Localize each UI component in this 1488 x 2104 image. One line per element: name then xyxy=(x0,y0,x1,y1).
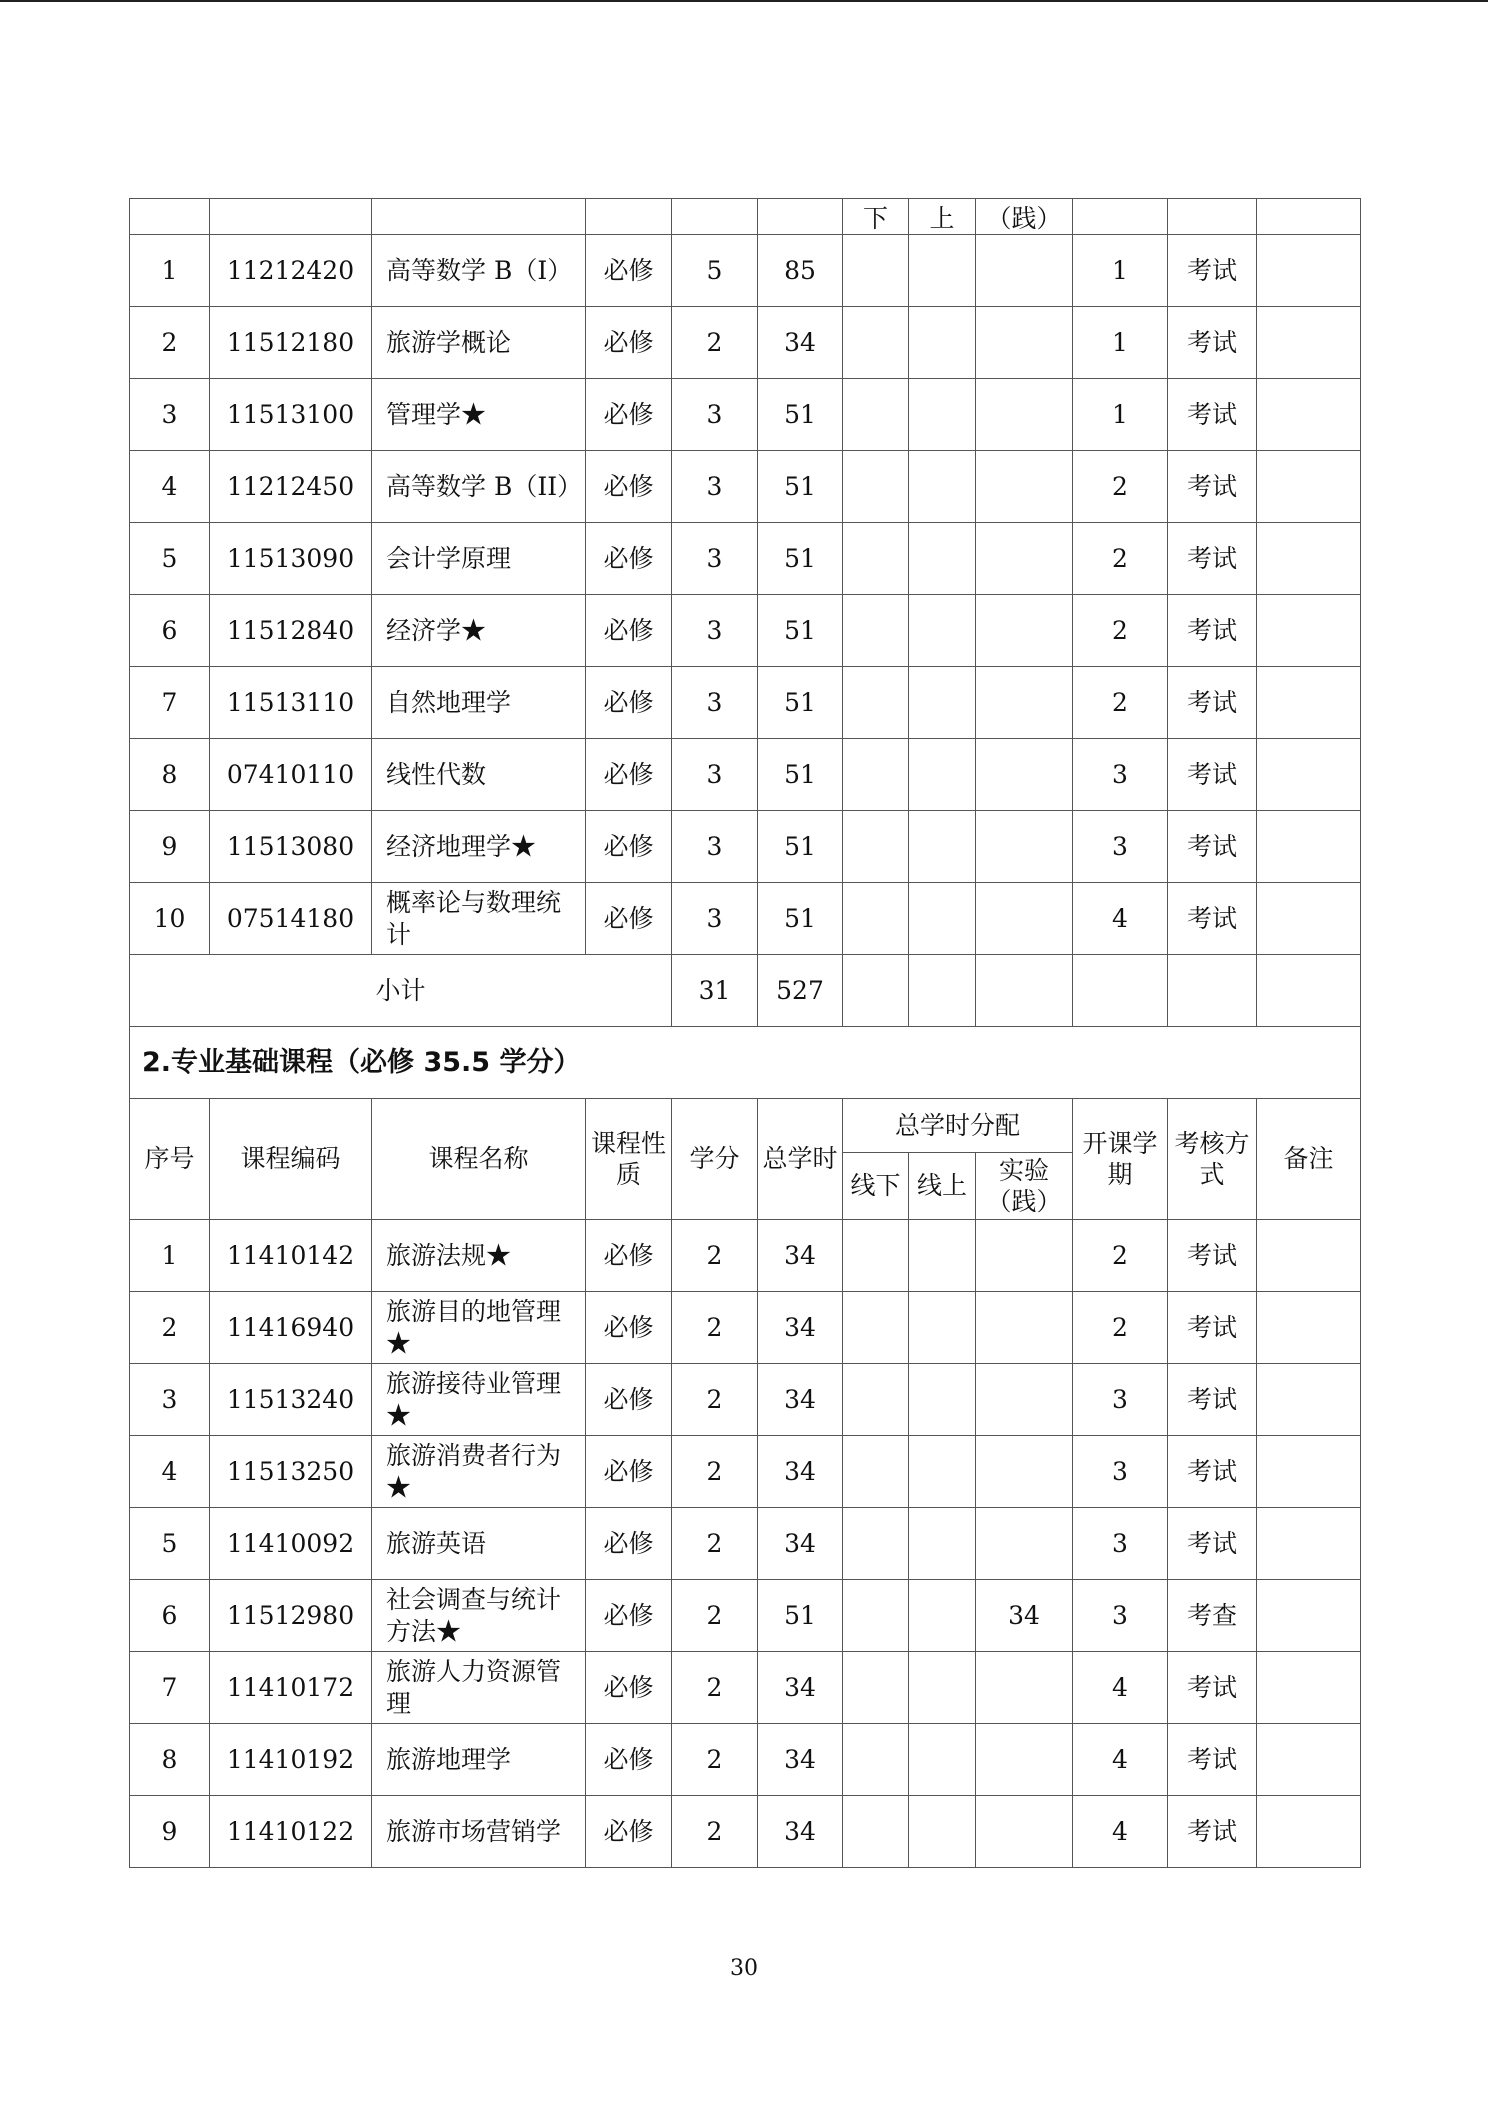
cell-total-hours: 51 xyxy=(758,667,843,739)
cell-total-hours: 34 xyxy=(758,1796,843,1868)
cell-total-hours: 34 xyxy=(758,1364,843,1436)
cell-remarks xyxy=(1257,523,1361,595)
cell-nature: 必修 xyxy=(586,1796,672,1868)
cell-assessment: 考试 xyxy=(1168,667,1257,739)
table-row xyxy=(130,811,1361,883)
cell-offline xyxy=(843,667,909,739)
page-number: 30 xyxy=(730,1956,758,1981)
cell-nature: 必修 xyxy=(586,595,672,667)
cell-offline xyxy=(843,1796,909,1868)
table-row xyxy=(130,1652,1361,1724)
table-row xyxy=(130,1796,1361,1868)
cell-code: 07514180 xyxy=(210,883,372,955)
cell-practice xyxy=(976,307,1073,379)
cell-offline xyxy=(843,1292,909,1364)
cell-practice xyxy=(976,1364,1073,1436)
cell-offline xyxy=(843,451,909,523)
cell-nature: 必修 xyxy=(586,811,672,883)
cell-credits: 3 xyxy=(672,811,758,883)
cell-total-hours: 34 xyxy=(758,1652,843,1724)
cell-remarks xyxy=(1257,883,1361,955)
cell-assessment: 考试 xyxy=(1168,739,1257,811)
cell-assessment: 考试 xyxy=(1168,1508,1257,1580)
cell-name: 会计学原理 xyxy=(372,523,586,595)
cell-offline xyxy=(843,739,909,811)
cell-practice xyxy=(976,1436,1073,1508)
cell-name: 社会调查与统计方法★ xyxy=(372,1580,586,1652)
cell-code: 11410122 xyxy=(210,1796,372,1868)
subtotal-empty-cell xyxy=(1257,955,1361,1027)
cell-online xyxy=(909,1292,976,1364)
cell-name: 经济学★ xyxy=(372,595,586,667)
cell-code: 11513250 xyxy=(210,1436,372,1508)
continued-header-fragment xyxy=(130,199,1361,235)
cell-code: 11410092 xyxy=(210,1508,372,1580)
cell-nature: 必修 xyxy=(586,379,672,451)
cell-online xyxy=(909,235,976,307)
subtotal-empty-cell xyxy=(843,955,909,1027)
cell-online xyxy=(909,307,976,379)
cell-name: 概率论与数理统计 xyxy=(372,883,586,955)
table-row xyxy=(130,1436,1361,1508)
table-row xyxy=(130,739,1361,811)
cell-seq: 4 xyxy=(130,451,210,523)
fragment-cell xyxy=(1257,199,1361,235)
fragment-cell xyxy=(372,199,586,235)
subtotal-empty-cell xyxy=(1168,955,1257,1027)
cell-remarks xyxy=(1257,1364,1361,1436)
cell-seq: 3 xyxy=(130,379,210,451)
cell-online xyxy=(909,883,976,955)
subtotal-label: 小计 xyxy=(130,955,672,1027)
cell-name: 旅游法规★ xyxy=(372,1220,586,1292)
cell-remarks xyxy=(1257,379,1361,451)
table-row xyxy=(130,1220,1361,1292)
cell-total-hours: 51 xyxy=(758,739,843,811)
cell-remarks xyxy=(1257,1580,1361,1652)
header-total-hours: 总学时 xyxy=(758,1099,843,1220)
fragment-cell xyxy=(1073,199,1168,235)
cell-semester: 4 xyxy=(1073,1652,1168,1724)
cell-nature: 必修 xyxy=(586,883,672,955)
cell-credits: 3 xyxy=(672,523,758,595)
header-offline: 线下 xyxy=(843,1153,909,1220)
cell-assessment: 考查 xyxy=(1168,1580,1257,1652)
cell-assessment: 考试 xyxy=(1168,883,1257,955)
cell-seq: 5 xyxy=(130,523,210,595)
cell-seq: 8 xyxy=(130,1724,210,1796)
cell-offline xyxy=(843,811,909,883)
cell-practice xyxy=(976,451,1073,523)
cell-offline xyxy=(843,307,909,379)
cell-semester: 3 xyxy=(1073,1436,1168,1508)
cell-online xyxy=(909,667,976,739)
cell-online xyxy=(909,1508,976,1580)
cell-assessment: 考试 xyxy=(1168,523,1257,595)
cell-practice xyxy=(976,1796,1073,1868)
cell-semester: 1 xyxy=(1073,307,1168,379)
table-row xyxy=(130,1580,1361,1652)
cell-semester: 2 xyxy=(1073,667,1168,739)
cell-credits: 3 xyxy=(672,379,758,451)
cell-name: 旅游学概论 xyxy=(372,307,586,379)
cell-credits: 2 xyxy=(672,1436,758,1508)
cell-code: 11212420 xyxy=(210,235,372,307)
cell-total-hours: 51 xyxy=(758,883,843,955)
header-distribution: 总学时分配 xyxy=(843,1099,1073,1153)
cell-assessment: 考试 xyxy=(1168,1724,1257,1796)
cell-semester: 3 xyxy=(1073,1364,1168,1436)
subtotal-hours: 527 xyxy=(758,955,843,1027)
cell-practice xyxy=(976,1724,1073,1796)
cell-nature: 必修 xyxy=(586,451,672,523)
cell-name: 高等数学 B（II） xyxy=(372,451,586,523)
cell-nature: 必修 xyxy=(586,235,672,307)
cell-semester: 4 xyxy=(1073,1724,1168,1796)
table-row xyxy=(130,451,1361,523)
cell-credits: 2 xyxy=(672,1508,758,1580)
cell-credits: 3 xyxy=(672,883,758,955)
cell-seq: 2 xyxy=(130,307,210,379)
cell-offline xyxy=(843,379,909,451)
cell-offline xyxy=(843,1220,909,1292)
cell-total-hours: 34 xyxy=(758,307,843,379)
cell-practice xyxy=(976,595,1073,667)
cell-offline xyxy=(843,1724,909,1796)
course-table-body xyxy=(130,199,1361,1868)
cell-assessment: 考试 xyxy=(1168,811,1257,883)
cell-name: 经济地理学★ xyxy=(372,811,586,883)
cell-name: 旅游消费者行为★ xyxy=(372,1436,586,1508)
cell-seq: 9 xyxy=(130,1796,210,1868)
cell-credits: 3 xyxy=(672,595,758,667)
cell-seq: 4 xyxy=(130,1436,210,1508)
cell-name: 旅游人力资源管理 xyxy=(372,1652,586,1724)
cell-total-hours: 51 xyxy=(758,451,843,523)
cell-semester: 2 xyxy=(1073,595,1168,667)
cell-credits: 2 xyxy=(672,1220,758,1292)
cell-nature: 必修 xyxy=(586,1580,672,1652)
cell-total-hours: 34 xyxy=(758,1724,843,1796)
header-row xyxy=(130,1099,1361,1153)
cell-remarks xyxy=(1257,1652,1361,1724)
cell-online xyxy=(909,1436,976,1508)
cell-remarks xyxy=(1257,1220,1361,1292)
cell-practice xyxy=(976,667,1073,739)
cell-nature: 必修 xyxy=(586,307,672,379)
cell-assessment: 考试 xyxy=(1168,307,1257,379)
table-row xyxy=(130,883,1361,955)
cell-online xyxy=(909,451,976,523)
fragment-offline xyxy=(843,199,909,235)
cell-offline xyxy=(843,595,909,667)
course-table xyxy=(129,198,1361,1868)
cell-online xyxy=(909,595,976,667)
fragment-cell xyxy=(672,199,758,235)
cell-code: 11512180 xyxy=(210,307,372,379)
cell-seq: 1 xyxy=(130,235,210,307)
cell-total-hours: 51 xyxy=(758,523,843,595)
header-assessment: 考核方式 xyxy=(1168,1099,1257,1220)
cell-semester: 2 xyxy=(1073,1220,1168,1292)
cell-total-hours: 34 xyxy=(758,1436,843,1508)
cell-remarks xyxy=(1257,811,1361,883)
table-row xyxy=(130,1508,1361,1580)
cell-online xyxy=(909,811,976,883)
cell-seq: 10 xyxy=(130,883,210,955)
cell-name: 旅游英语 xyxy=(372,1508,586,1580)
cell-nature: 必修 xyxy=(586,739,672,811)
cell-seq: 3 xyxy=(130,1364,210,1436)
fragment-cell xyxy=(130,199,210,235)
cell-remarks xyxy=(1257,1508,1361,1580)
cell-seq: 6 xyxy=(130,1580,210,1652)
page-top-border xyxy=(0,0,1488,2)
cell-remarks xyxy=(1257,1796,1361,1868)
cell-online xyxy=(909,1580,976,1652)
cell-semester: 4 xyxy=(1073,1796,1168,1868)
cell-online xyxy=(909,379,976,451)
subtotal-row xyxy=(130,955,1361,1027)
cell-remarks xyxy=(1257,307,1361,379)
subtotal-credits: 31 xyxy=(672,955,758,1027)
header-nature: 课程性质 xyxy=(586,1099,672,1220)
cell-code: 11512980 xyxy=(210,1580,372,1652)
cell-code: 11513080 xyxy=(210,811,372,883)
cell-code: 07410110 xyxy=(210,739,372,811)
cell-practice xyxy=(976,811,1073,883)
cell-code: 11410172 xyxy=(210,1652,372,1724)
cell-assessment: 考试 xyxy=(1168,451,1257,523)
cell-seq: 8 xyxy=(130,739,210,811)
header-credits: 学分 xyxy=(672,1099,758,1220)
cell-name: 旅游接待业管理★ xyxy=(372,1364,586,1436)
cell-credits: 2 xyxy=(672,1292,758,1364)
table-row xyxy=(130,667,1361,739)
cell-seq: 9 xyxy=(130,811,210,883)
cell-assessment: 考试 xyxy=(1168,1292,1257,1364)
fragment-online xyxy=(909,199,976,235)
cell-remarks xyxy=(1257,667,1361,739)
cell-practice xyxy=(976,1292,1073,1364)
cell-practice xyxy=(976,739,1073,811)
cell-remarks xyxy=(1257,739,1361,811)
fragment-cell xyxy=(758,199,843,235)
cell-online xyxy=(909,1220,976,1292)
cell-practice xyxy=(976,1652,1073,1724)
table-row xyxy=(130,595,1361,667)
cell-remarks xyxy=(1257,451,1361,523)
table-row xyxy=(130,235,1361,307)
cell-credits: 3 xyxy=(672,451,758,523)
cell-semester: 3 xyxy=(1073,1580,1168,1652)
cell-online xyxy=(909,1652,976,1724)
table-row xyxy=(130,379,1361,451)
cell-nature: 必修 xyxy=(586,667,672,739)
cell-practice xyxy=(976,883,1073,955)
subtotal-empty-cell xyxy=(976,955,1073,1027)
cell-total-hours: 51 xyxy=(758,811,843,883)
cell-code: 11513100 xyxy=(210,379,372,451)
cell-code: 11410142 xyxy=(210,1220,372,1292)
cell-semester: 2 xyxy=(1073,1292,1168,1364)
cell-semester: 1 xyxy=(1073,235,1168,307)
cell-seq: 7 xyxy=(130,667,210,739)
cell-seq: 5 xyxy=(130,1508,210,1580)
cell-offline xyxy=(843,1652,909,1724)
table-row xyxy=(130,1292,1361,1364)
cell-assessment: 考试 xyxy=(1168,595,1257,667)
cell-total-hours: 51 xyxy=(758,1580,843,1652)
cell-total-hours: 34 xyxy=(758,1292,843,1364)
subtotal-empty-cell xyxy=(909,955,976,1027)
cell-seq: 1 xyxy=(130,1220,210,1292)
cell-semester: 3 xyxy=(1073,811,1168,883)
fragment-practice-text: （践） xyxy=(986,203,1062,233)
fragment-cell xyxy=(586,199,672,235)
header-semester: 开课学期 xyxy=(1073,1099,1168,1220)
cell-offline xyxy=(843,1364,909,1436)
cell-remarks xyxy=(1257,1292,1361,1364)
cell-name: 管理学★ xyxy=(372,379,586,451)
cell-credits: 2 xyxy=(672,1364,758,1436)
cell-assessment: 考试 xyxy=(1168,1364,1257,1436)
cell-semester: 3 xyxy=(1073,1508,1168,1580)
cell-remarks xyxy=(1257,1436,1361,1508)
cell-online xyxy=(909,1724,976,1796)
cell-remarks xyxy=(1257,595,1361,667)
cell-remarks xyxy=(1257,1724,1361,1796)
cell-credits: 2 xyxy=(672,1724,758,1796)
cell-semester: 2 xyxy=(1073,451,1168,523)
cell-credits: 3 xyxy=(672,739,758,811)
cell-assessment: 考试 xyxy=(1168,1652,1257,1724)
cell-code: 11410192 xyxy=(210,1724,372,1796)
cell-name: 自然地理学 xyxy=(372,667,586,739)
section-title: 2.专业基础课程（必修 35.5 学分） xyxy=(130,1027,1361,1099)
cell-code: 11212450 xyxy=(210,451,372,523)
cell-name: 旅游地理学 xyxy=(372,1724,586,1796)
cell-nature: 必修 xyxy=(586,1436,672,1508)
cell-practice xyxy=(976,235,1073,307)
cell-nature: 必修 xyxy=(586,523,672,595)
cell-offline xyxy=(843,1436,909,1508)
cell-nature: 必修 xyxy=(586,1652,672,1724)
cell-offline xyxy=(843,235,909,307)
cell-online xyxy=(909,523,976,595)
cell-semester: 2 xyxy=(1073,523,1168,595)
table-row xyxy=(130,1724,1361,1796)
cell-total-hours: 34 xyxy=(758,1220,843,1292)
cell-name: 高等数学 B（I） xyxy=(372,235,586,307)
fragment-online-text: 上 xyxy=(929,203,955,233)
header-online: 线上 xyxy=(909,1153,976,1220)
cell-total-hours: 85 xyxy=(758,235,843,307)
section-title-row xyxy=(130,1027,1361,1099)
cell-nature: 必修 xyxy=(586,1364,672,1436)
cell-online xyxy=(909,739,976,811)
subtotal-empty-cell xyxy=(1073,955,1168,1027)
cell-code: 11513110 xyxy=(210,667,372,739)
fragment-offline-text: 下 xyxy=(862,203,888,233)
cell-semester: 3 xyxy=(1073,739,1168,811)
cell-offline xyxy=(843,883,909,955)
cell-remarks xyxy=(1257,235,1361,307)
cell-assessment: 考试 xyxy=(1168,1220,1257,1292)
fragment-cell xyxy=(1168,199,1257,235)
cell-code: 11513090 xyxy=(210,523,372,595)
cell-nature: 必修 xyxy=(586,1724,672,1796)
cell-offline xyxy=(843,1508,909,1580)
cell-seq: 6 xyxy=(130,595,210,667)
cell-name: 线性代数 xyxy=(372,739,586,811)
cell-assessment: 考试 xyxy=(1168,1436,1257,1508)
cell-online xyxy=(909,1364,976,1436)
cell-code: 11513240 xyxy=(210,1364,372,1436)
cell-credits: 2 xyxy=(672,1652,758,1724)
cell-code: 11416940 xyxy=(210,1292,372,1364)
cell-credits: 2 xyxy=(672,307,758,379)
cell-credits: 2 xyxy=(672,1796,758,1868)
cell-nature: 必修 xyxy=(586,1220,672,1292)
header-code: 课程编码 xyxy=(210,1099,372,1220)
cell-practice xyxy=(976,1508,1073,1580)
cell-code: 11512840 xyxy=(210,595,372,667)
cell-total-hours: 34 xyxy=(758,1508,843,1580)
cell-credits: 2 xyxy=(672,1580,758,1652)
cell-nature: 必修 xyxy=(586,1292,672,1364)
cell-seq: 7 xyxy=(130,1652,210,1724)
cell-credits: 3 xyxy=(672,667,758,739)
cell-total-hours: 51 xyxy=(758,595,843,667)
cell-practice xyxy=(976,379,1073,451)
cell-name: 旅游市场营销学 xyxy=(372,1796,586,1868)
header-name: 课程名称 xyxy=(372,1099,586,1220)
cell-seq: 2 xyxy=(130,1292,210,1364)
table-row xyxy=(130,523,1361,595)
cell-online xyxy=(909,1796,976,1868)
fragment-cell xyxy=(210,199,372,235)
cell-practice: 34 xyxy=(976,1580,1073,1652)
document-page xyxy=(129,198,1360,1868)
cell-semester: 4 xyxy=(1073,883,1168,955)
cell-practice xyxy=(976,1220,1073,1292)
cell-assessment: 考试 xyxy=(1168,235,1257,307)
header-practice: 实验（践） xyxy=(976,1153,1073,1220)
cell-nature: 必修 xyxy=(586,1508,672,1580)
table-row xyxy=(130,307,1361,379)
cell-name: 旅游目的地管理★ xyxy=(372,1292,586,1364)
cell-semester: 1 xyxy=(1073,379,1168,451)
fragment-practice xyxy=(976,199,1073,235)
cell-offline xyxy=(843,1580,909,1652)
cell-practice xyxy=(976,523,1073,595)
cell-credits: 5 xyxy=(672,235,758,307)
cell-assessment: 考试 xyxy=(1168,379,1257,451)
cell-total-hours: 51 xyxy=(758,379,843,451)
cell-assessment: 考试 xyxy=(1168,1796,1257,1868)
table-row xyxy=(130,1364,1361,1436)
cell-offline xyxy=(843,523,909,595)
header-seq: 序号 xyxy=(130,1099,210,1220)
header-remarks: 备注 xyxy=(1257,1099,1361,1220)
